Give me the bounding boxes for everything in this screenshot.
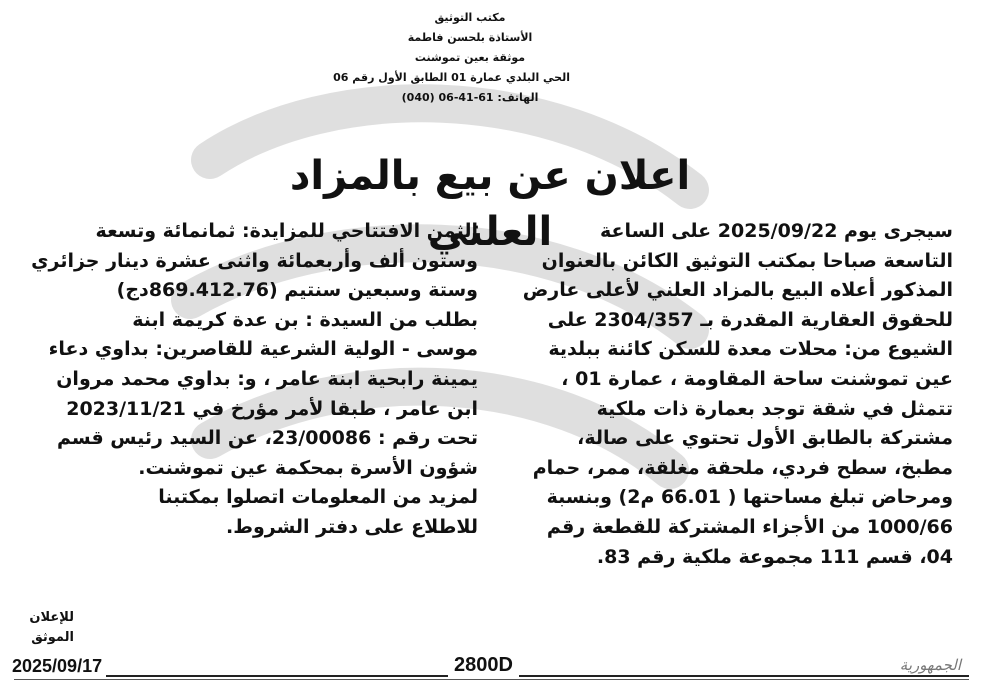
notary-location: موثقة بعين تموشنت — [414, 51, 526, 64]
text-line: شؤون الأسرة بمحكمة عين تموشنت. — [138, 456, 478, 479]
text-line: المذكور أعلاه البيع بالمزاد العلني لأعلى عارض — [522, 279, 953, 302]
notary-name: الأستاذة بلحسن فاطمة — [407, 31, 533, 44]
text-line: بطلب من السيدة : بن عدة كريمة ابنة — [132, 308, 478, 331]
text-line: الثمن الافتتاحي للمزايدة: ثمانمائة وتسعة — [95, 220, 478, 242]
text-line: يمينة رابحية ابنة عامر ، و: بداوي محمد مروان — [56, 367, 478, 390]
text-line: تتمثل في شقة توجد بعمارة ذات ملكية — [596, 397, 953, 420]
text-line: موسى - الولية الشرعية للقاصرين: بداوي دعاء — [48, 338, 478, 361]
text-line: ومرحاض تبلغ مساحتها ( 66.01 م2) وبنسبة — [546, 486, 953, 509]
text-line: وستون ألف وأربعمائة واثنى عشرة دينار جزائري — [31, 249, 478, 272]
text-line: للحقوق العقارية المقدرة بـ 2304/357 على — [547, 308, 953, 331]
notary-office-header — [333, 8, 570, 108]
notice-column-right — [501, 217, 953, 572]
footer-rule-thin — [14, 679, 969, 680]
signature-line-1: للإعلان — [29, 610, 74, 625]
text-line: التاسعة صباحا بمكتب التوثيق الكائن بالعنوان — [541, 249, 953, 272]
notice-column-left — [20, 217, 478, 543]
office-phone: الهاتف: 61-41-06 (040) — [401, 91, 539, 104]
text-line: الشيوع من: محلات معدة للسكن كائنة ببلدية — [548, 338, 953, 361]
footer-price: 2800D — [448, 654, 519, 677]
text-line: تحت رقم : 23/00086، عن السيد رئيس قسم — [57, 427, 478, 450]
office-address: الحي البلدي عمارة 01 الطابق الأول رقم 06 — [333, 71, 570, 84]
text-line: للاطلاع على دفتر الشروط. — [226, 515, 478, 538]
office-title: مكتب التوثيق — [434, 11, 506, 24]
signature-line-2: الموثق — [31, 630, 74, 645]
text-line: عين تموشنت ساحة المقاومة ، عمارة 01 ، — [561, 367, 953, 390]
text-line: مشتركة بالطابق الأول تحتوي على صالة، — [577, 427, 953, 450]
text-line: لمزيد من المعلومات اتصلوا بمكتبنا — [158, 486, 478, 509]
text-line: مطبخ، سطح فردي، ملحقة مغلقة، ممر، حمام — [532, 456, 953, 479]
signature-block — [14, 608, 74, 648]
text-line: 1000/66 من الأجزاء المشتركة للقطعة رقم — [546, 515, 953, 538]
newspaper-name: الجمهورية — [896, 656, 965, 674]
footer-date: 2025/09/17 — [8, 656, 106, 677]
text-line: 04، قسم 111 مجموعة ملكية رقم 83. — [596, 545, 953, 568]
text-line: وستة وسبعين سنتيم (869.412.76دج) — [116, 279, 478, 302]
text-line: ابن عامر ، طبقا لأمر مؤرخ في 2023/11/21 — [66, 397, 478, 420]
text-line: سيجرى يوم 2025/09/22 على الساعة — [599, 220, 953, 242]
notice-headline: اعلان عن بيع بالمزاد العلني — [289, 153, 691, 255]
